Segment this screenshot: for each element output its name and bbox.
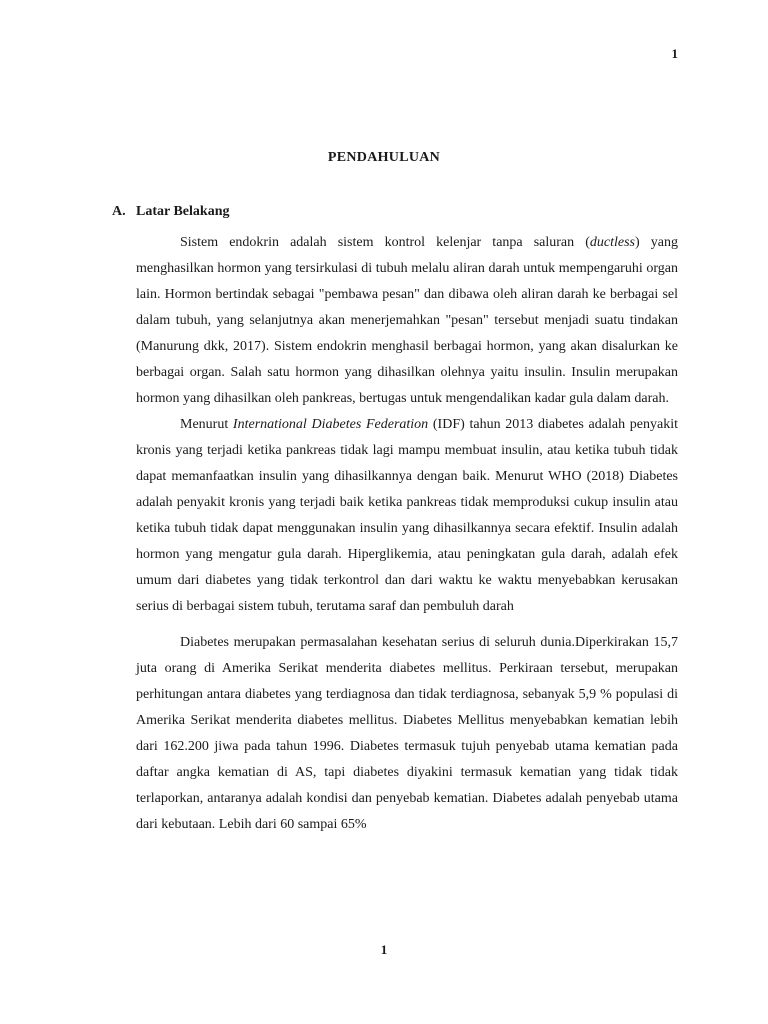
paragraph-1-italic-term: ductless bbox=[589, 235, 636, 250]
paragraph-2 bbox=[136, 412, 678, 620]
paragraph-1 bbox=[136, 230, 678, 412]
paragraph-2-italic-term: International Diabetes Federation bbox=[232, 417, 429, 432]
paragraph-1-text-end: ) yang menghasilkan hormon yang tersirkulasi di tubuh melalu aliran darah untuk mempengaruhi organ lain. Hormon bertindak sebagai "pembawa pesan" dan dibawa oleh aliran darah ke berbagai sel dalam tubuh, yang selanjutnya akan menerjemahkan "pesan" tersebut menjadi suatu tindakan (Manurung dkk, 2017). Sistem endokrin menghasil berbagai hormon, yang akan disalurkan ke berbagai organ. Salah satu hormon yang dihasilkan olehnya yaitu insulin. Insulin merupakan hormon yang dihasilkan oleh pankreas, bertugas untuk mengendalikan kadar gula dalam darah. bbox=[136, 235, 678, 406]
page-number-bottom: 1 bbox=[380, 942, 388, 957]
document-body bbox=[136, 230, 678, 838]
paragraph-2-text-start: Menurut bbox=[180, 417, 233, 432]
page-number-top: 1 bbox=[671, 46, 678, 61]
page-title: PENDAHULUAN bbox=[327, 150, 441, 165]
section-letter: A. bbox=[112, 204, 126, 219]
paragraph-2-text-end: (IDF) tahun 2013 diabetes adalah penyakit kronis yang terjadi ketika pankreas tidak lagi mampu membuat insulin, atau ketika tubuh tidak dapat memanfaatkan insulin yang dihasilkannya dengan baik. Menurut WHO (2018) Diabetes adalah penyakit kronis yang terjadi baik ketika pankreas tidak memproduksi cukup insulin atau ketika tubuh tidak dapat menggunakan insulin yang dihasilkannya secara efektif. Insulin adalah hormon yang mengatur gula darah. Hiperglikemia, atau peningkatan gula darah, adalah efek umum dari diabetes yang tidak terkontrol dan dari waktu ke waktu menyebabkan kerusakan serius di berbagai sistem tubuh, terutama saraf dan pembuluh darah bbox=[136, 417, 678, 614]
section-heading bbox=[112, 204, 229, 220]
paragraph-3: Diabetes merupakan permasalahan kesehatan serius di seluruh dunia.Diperkirakan 15,7 juta orang di Amerika Serikat menderita diabetes mellitus. Perkiraan tersebut, merupakan perhitungan antara diabetes yang terdiagnosa dan tidak terdiagnosa, sebanyak 5,9 % populasi di Amerika Serikat menderita diabetes mellitus. Diabetes Mellitus menyebabkan kematian lebih dari 162.200 jiwa pada tahun 1996. Diabetes termasuk tujuh penyebab utama kematian pada daftar angka kematian di AS, tapi diabetes diyakini termasuk kematian yang tidak tidak terlaporkan, antaranya adalah kondisi dan penyebab kematian. Diabetes adalah penyebab utama dari kebutaan. Lebih dari 60 sampai 65% bbox=[136, 635, 678, 832]
paragraph-1-text-start: Sistem endokrin adalah sistem kontrol kelenjar tanpa saluran ( bbox=[180, 235, 590, 250]
section-title: Latar Belakang bbox=[136, 204, 230, 219]
